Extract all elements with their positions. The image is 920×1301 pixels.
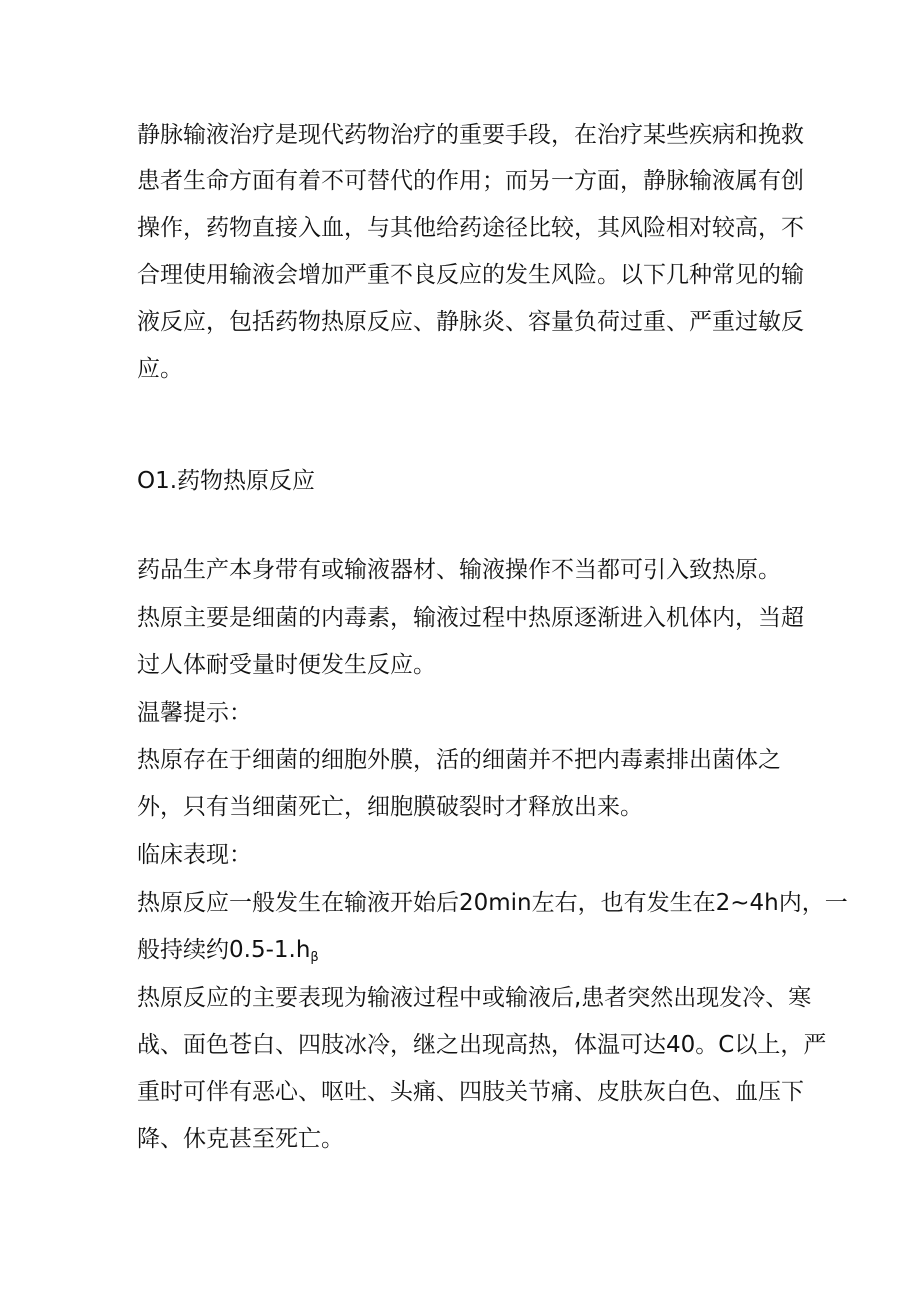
tip-line: 外，只有当细菌死亡，细胞膜破裂时才释放出来。 xyxy=(137,794,643,820)
intro-line: 操作，药物直接入血，与其他给药途径比较，其风险相对较高，不 xyxy=(137,215,804,241)
tip-label: 温馨提示： xyxy=(137,700,252,726)
intro-line: 患者生命方面有着不可替代的作用；而另一方面，静脉输液属有创 xyxy=(137,168,804,194)
tip-line: 热原存在于细菌的细胞外膜，活的细菌并不把内毒素排出菌体之 xyxy=(137,747,781,773)
intro-line: 静脉输液治疗是现代药物治疗的重要手段，在治疗某些疾病和挽救 xyxy=(137,122,804,148)
duration-text xyxy=(137,935,319,973)
pyrogen-line: 热原主要是细菌的内毒素，输液过程中热原逐渐进入机体内，当超 xyxy=(137,605,804,631)
intro-line: 合理使用输液会增加严重不良反应的发生风险。以下几种常见的输 xyxy=(137,262,804,288)
duration-main: 般持续约0.5-1.h xyxy=(137,937,311,963)
onset-text: 热原反应一般发生在输液开始后20min左右，也有发生在2~4h内，一 xyxy=(137,890,848,916)
pyrogen-line: 过人体耐受量时便发生反应。 xyxy=(137,652,436,678)
duration-subscript: β xyxy=(310,950,319,965)
intro-line: 液反应，包括药物热原反应、静脉炎、容量负荷过重、严重过敏反 xyxy=(137,309,804,335)
symptom-line: 战、面色苍白、四肢冰冷，继之出现高热，体温可达40。C以上，严 xyxy=(137,1032,827,1058)
symptom-line: 重时可伴有恶心、呕吐、头痛、四肢关节痛、皮肤灰白色、血压下 xyxy=(137,1079,804,1105)
symptom-line: 降、休克甚至死亡。 xyxy=(137,1126,344,1152)
cause-text: 药品生产本身带有或输液器材、输液操作不当都可引入致热原。 xyxy=(137,557,781,583)
clinical-label: 临床表现： xyxy=(137,842,252,868)
intro-line: 应。 xyxy=(137,356,183,382)
symptom-line: 热原反应的主要表现为输液过程中或输液后,患者突然出现发冷、寒 xyxy=(137,985,812,1011)
section-heading: O1.药物热原反应 xyxy=(137,468,316,494)
